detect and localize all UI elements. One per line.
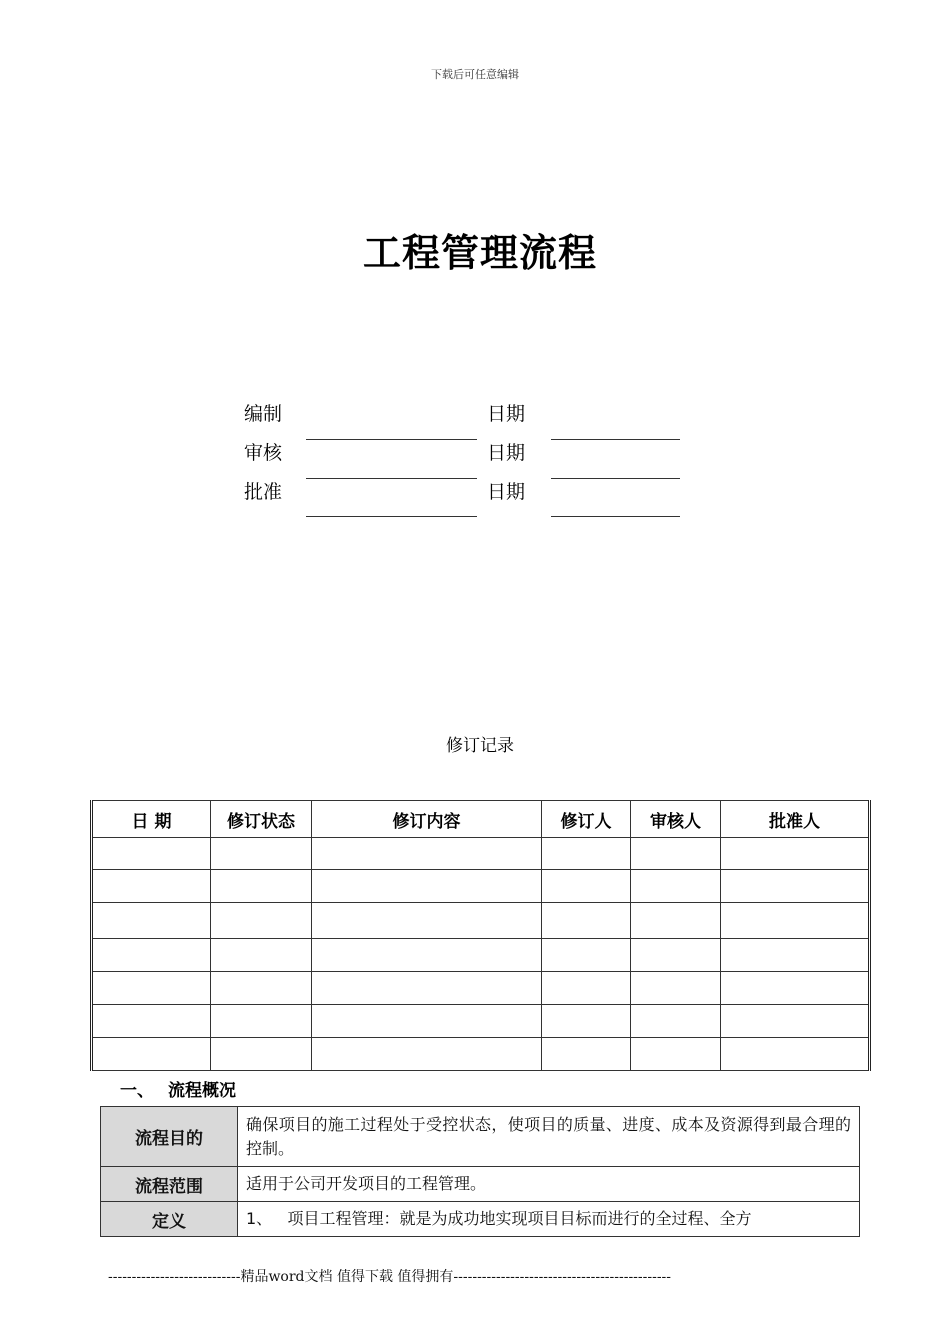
process-overview-table xyxy=(100,1106,860,1237)
header-reviewer: 审核人 xyxy=(631,801,721,838)
signoff-date-label: 日期 xyxy=(487,442,526,464)
signoff-label: 编制 xyxy=(244,403,283,425)
signoff-date-label: 日期 xyxy=(487,481,526,503)
scope-text: 适用于公司开发项目的工程管理。 xyxy=(238,1167,860,1202)
section-number: 一、 xyxy=(120,1081,154,1101)
revision-header-row xyxy=(92,801,870,838)
header-approver: 批准人 xyxy=(721,801,870,838)
header-status: 修订状态 xyxy=(211,801,312,838)
revision-table xyxy=(90,800,871,1071)
definition-label: 定义 xyxy=(101,1202,238,1237)
signoff-label: 批准 xyxy=(244,481,283,503)
purpose-text: 确保项目的施工过程处于受控状态，使项目的质量、进度、成本及资源得到最合理的控制。 xyxy=(238,1107,860,1167)
signoff-line-approved xyxy=(306,516,477,517)
signoff-row-approved xyxy=(0,477,950,507)
section-title: 流程概况 xyxy=(168,1081,236,1101)
section-heading xyxy=(120,1076,236,1101)
signoff-row-prepared xyxy=(0,399,950,429)
table-row xyxy=(92,1038,870,1071)
signoff-date-line-approved xyxy=(551,516,680,517)
table-row xyxy=(92,870,870,903)
scope-label: 流程范围 xyxy=(101,1167,238,1202)
definition-text: 1、 项目工程管理：就是为成功地实现项目目标而进行的全过程、全方 xyxy=(238,1202,860,1237)
table-row xyxy=(92,939,870,972)
signoff-label: 审核 xyxy=(244,442,283,464)
signoff-row-reviewed xyxy=(0,438,950,468)
overview-row-purpose xyxy=(101,1107,860,1167)
header-date: 日 期 xyxy=(92,801,211,838)
signoff-date-label: 日期 xyxy=(487,403,526,425)
header-note: 下载后可任意编辑 xyxy=(431,68,519,81)
table-row xyxy=(92,972,870,1005)
purpose-label: 流程目的 xyxy=(101,1107,238,1167)
header-content: 修订内容 xyxy=(312,801,542,838)
document-title: 工程管理流程 xyxy=(362,231,597,275)
overview-row-definition xyxy=(101,1202,860,1237)
table-row xyxy=(92,838,870,870)
footer-note: ----------------------------精品word文档 值得下载 值得拥有---------------------------------------------- xyxy=(108,1269,672,1285)
overview-row-scope xyxy=(101,1167,860,1202)
table-row xyxy=(92,903,870,939)
table-row xyxy=(92,1005,870,1038)
header-reviser: 修订人 xyxy=(542,801,631,838)
revision-record-title: 修订记录 xyxy=(446,736,514,756)
